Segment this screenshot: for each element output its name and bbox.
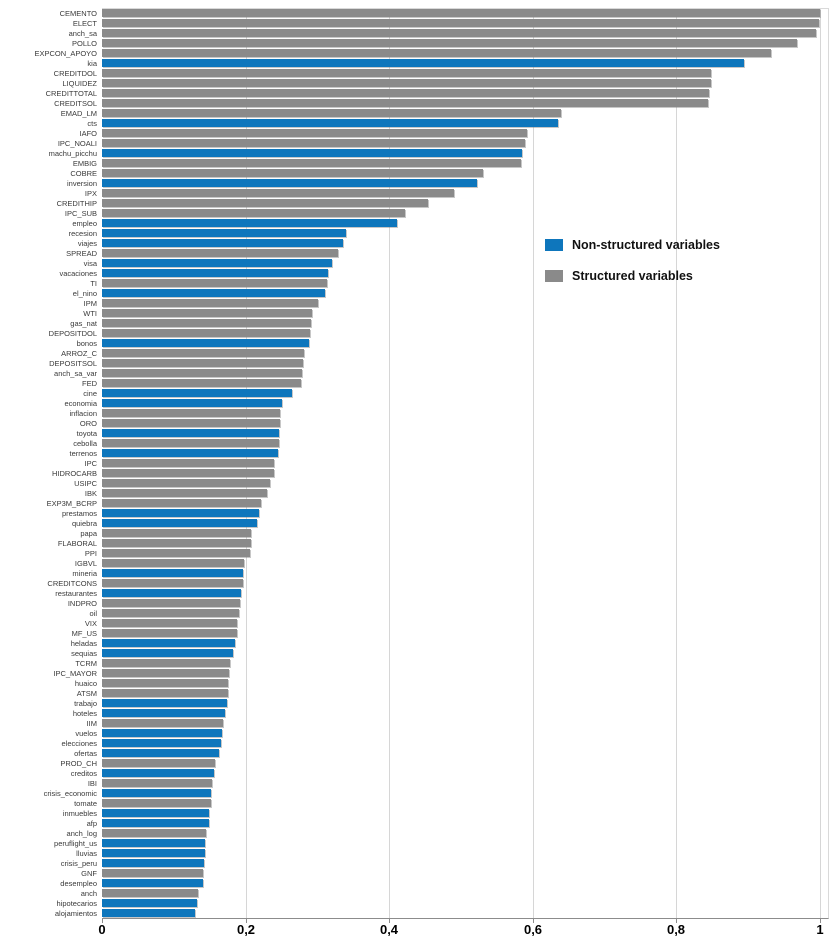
bar-label: terrenos — [69, 448, 97, 458]
bar-structured — [102, 109, 561, 117]
bar-structured — [102, 49, 771, 57]
bar-row — [0, 198, 830, 208]
x-tick-label: 0,8 — [666, 922, 686, 937]
bar-structured — [102, 139, 525, 147]
bar-non-structured — [102, 569, 243, 577]
legend-entry-non-structured — [545, 238, 720, 252]
bar-structured — [102, 889, 198, 897]
bar-structured — [102, 529, 251, 537]
bar-non-structured — [102, 769, 214, 777]
bar-row — [0, 118, 830, 128]
bar-row — [0, 698, 830, 708]
bar-row — [0, 818, 830, 828]
x-tick-label: 0,6 — [523, 922, 543, 937]
bar-label: IPC_SUB — [64, 208, 97, 218]
bar-row — [0, 678, 830, 688]
x-tick-label: 0,2 — [236, 922, 256, 937]
bar-row — [0, 318, 830, 328]
bar-row — [0, 168, 830, 178]
bar-non-structured — [102, 589, 241, 597]
bar-structured — [102, 199, 428, 207]
bar-label: hipotecarios — [56, 898, 97, 908]
bar-row — [0, 218, 830, 228]
bar-structured — [102, 629, 237, 637]
bar-label: FED — [82, 378, 97, 388]
bar-label: IPC_NOALI — [57, 138, 97, 148]
bar-label: machu_picchu — [48, 148, 97, 158]
bar-row — [0, 538, 830, 548]
bar-row — [0, 338, 830, 348]
bar-structured — [102, 679, 228, 687]
bar-structured — [102, 369, 302, 377]
bar-label: PROD_CH — [60, 758, 97, 768]
bar-label: cine — [83, 388, 97, 398]
bar-row — [0, 728, 830, 738]
bar-structured — [102, 659, 230, 667]
bar-structured — [102, 479, 270, 487]
bar-structured — [102, 79, 711, 87]
bar-non-structured — [102, 389, 292, 397]
bar-non-structured — [102, 179, 477, 187]
bar-label: empleo — [72, 218, 97, 228]
bar-label: viajes — [77, 238, 97, 248]
bar-structured — [102, 779, 212, 787]
bar-structured — [102, 719, 223, 727]
bar-label: CREDITSOL — [54, 98, 97, 108]
bar-label: gas_nat — [70, 318, 97, 328]
bar-row — [0, 748, 830, 758]
bar-label: elecciones — [61, 738, 97, 748]
legend-label: Non-structured variables — [572, 238, 720, 252]
bar-row — [0, 498, 830, 508]
bar-row — [0, 378, 830, 388]
bar-row — [0, 888, 830, 898]
bar-label: recesion — [68, 228, 97, 238]
bar-row — [0, 548, 830, 558]
x-tick-label: 1 — [816, 922, 824, 937]
bar-structured — [102, 99, 708, 107]
bar-non-structured — [102, 259, 332, 267]
bar-row — [0, 778, 830, 788]
bar-row — [0, 188, 830, 198]
bar-row — [0, 508, 830, 518]
bar-row — [0, 718, 830, 728]
bar-row — [0, 468, 830, 478]
bar-label: IAFO — [79, 128, 97, 138]
legend-label: Structured variables — [572, 269, 693, 283]
bar-label: toyota — [76, 428, 97, 438]
bar-row — [0, 618, 830, 628]
bar-non-structured — [102, 119, 558, 127]
bar-label: ORO — [79, 418, 97, 428]
bar-label: sequias — [71, 648, 97, 658]
bar-row — [0, 418, 830, 428]
bar-structured — [102, 609, 239, 617]
bar-non-structured — [102, 519, 257, 527]
bar-row — [0, 688, 830, 698]
bar-non-structured — [102, 909, 195, 917]
bar-row — [0, 898, 830, 908]
bar-label: cts — [87, 118, 97, 128]
bar-label: anch_sa — [68, 28, 97, 38]
bar-row — [0, 58, 830, 68]
bar-row — [0, 408, 830, 418]
bar-label: peruflight_us — [54, 838, 97, 848]
bar-label: mineria — [72, 568, 97, 578]
bar-label: HIDROCARB — [51, 468, 97, 478]
bar-label: ATSM — [76, 688, 97, 698]
bar-row — [0, 708, 830, 718]
bar-label: IGBVL — [74, 558, 97, 568]
bar-row — [0, 838, 830, 848]
bar-structured — [102, 619, 237, 627]
legend-entry-structured — [545, 269, 720, 283]
bar-label: prestamos — [61, 508, 97, 518]
legend-swatch-structured — [545, 270, 563, 282]
bar-label: ARROZ_C — [61, 348, 97, 358]
bar-non-structured — [102, 739, 221, 747]
bar-non-structured — [102, 339, 309, 347]
bar-structured — [102, 249, 338, 257]
bar-label: restaurantes — [55, 588, 97, 598]
bar-row — [0, 48, 830, 58]
bar-label: PPI — [84, 548, 97, 558]
bar-structured — [102, 89, 709, 97]
bar-label: IPC — [84, 458, 97, 468]
x-axis — [0, 922, 830, 942]
bar-label: IIM — [86, 718, 97, 728]
bar-non-structured — [102, 149, 522, 157]
bar-row — [0, 808, 830, 818]
x-tick-label: 0 — [98, 922, 106, 937]
bar-non-structured — [102, 699, 227, 707]
bar-non-structured — [102, 269, 328, 277]
bar-label: inmuebles — [62, 808, 97, 818]
bar-label: CREDITDOL — [53, 68, 97, 78]
bar-label: anch — [80, 888, 97, 898]
bar-row — [0, 228, 830, 238]
bar-non-structured — [102, 709, 225, 717]
bar-rows-container — [0, 8, 830, 918]
bar-row — [0, 28, 830, 38]
bar-label: POLLO — [71, 38, 97, 48]
bar-row — [0, 108, 830, 118]
bar-structured — [102, 279, 327, 287]
bar-label: CREDITCONS — [47, 578, 97, 588]
bar-label: ELECT — [72, 18, 97, 28]
bar-structured — [102, 599, 240, 607]
bar-label: IPC_MAYOR — [53, 668, 97, 678]
bar-label: bonos — [76, 338, 97, 348]
bar-structured — [102, 759, 215, 767]
bar-label: lluvias — [76, 848, 97, 858]
bar-row — [0, 308, 830, 318]
bar-structured — [102, 579, 243, 587]
bar-non-structured — [102, 59, 744, 67]
bar-label: alojamientos — [54, 908, 97, 918]
bar-row — [0, 828, 830, 838]
bar-structured — [102, 209, 405, 217]
bar-label: CREDITHIP — [56, 198, 97, 208]
bar-label: COBRE — [70, 168, 97, 178]
bar-label: crisis_peru — [60, 858, 97, 868]
bar-label: IBI — [87, 778, 97, 788]
bar-row — [0, 448, 830, 458]
bar-structured — [102, 159, 521, 167]
bar-row — [0, 128, 830, 138]
bar-row — [0, 458, 830, 468]
bar-structured — [102, 9, 820, 17]
bar-structured — [102, 299, 318, 307]
bar-label: IPM — [83, 298, 97, 308]
bar-label: USIPC — [74, 478, 97, 488]
bar-row — [0, 798, 830, 808]
bar-label: GNF — [81, 868, 97, 878]
bar-label: DEPOSITDOL — [48, 328, 97, 338]
bar-structured — [102, 329, 310, 337]
bar-structured — [102, 319, 311, 327]
bar-label: quiebra — [71, 518, 97, 528]
bar-row — [0, 328, 830, 338]
bar-label: visa — [83, 258, 97, 268]
bar-structured — [102, 499, 261, 507]
bar-non-structured — [102, 809, 209, 817]
bar-label: EMAD_LM — [60, 108, 97, 118]
bar-label: papa — [80, 528, 97, 538]
bar-label: trabajo — [74, 698, 97, 708]
bar-structured — [102, 349, 304, 357]
bar-row — [0, 488, 830, 498]
bar-non-structured — [102, 219, 397, 227]
bar-row — [0, 628, 830, 638]
bar-label: LIQUIDEZ — [62, 78, 97, 88]
bar-label: oil — [89, 608, 97, 618]
bar-label: SPREAD — [66, 248, 97, 258]
bar-structured — [102, 19, 819, 27]
bar-non-structured — [102, 749, 219, 757]
bar-structured — [102, 129, 527, 137]
bar-row — [0, 668, 830, 678]
legend — [545, 238, 720, 300]
bar-non-structured — [102, 879, 203, 887]
bar-row — [0, 148, 830, 158]
bar-row — [0, 358, 830, 368]
bar-structured — [102, 559, 244, 567]
bar-structured — [102, 869, 203, 877]
bar-structured — [102, 379, 301, 387]
bar-row — [0, 8, 830, 18]
bar-row — [0, 368, 830, 378]
bar-structured — [102, 689, 228, 697]
bar-non-structured — [102, 399, 282, 407]
bar-label: tomate — [74, 798, 97, 808]
bar-row — [0, 848, 830, 858]
bar-non-structured — [102, 429, 279, 437]
bar-label: VIX — [84, 618, 97, 628]
bar-structured — [102, 549, 250, 557]
bar-non-structured — [102, 849, 205, 857]
bar-non-structured — [102, 859, 204, 867]
bar-non-structured — [102, 509, 259, 517]
bar-structured — [102, 29, 816, 37]
bar-label: IBK — [84, 488, 97, 498]
bar-non-structured — [102, 639, 235, 647]
bar-non-structured — [102, 789, 211, 797]
bar-label: crisis_economic — [43, 788, 97, 798]
bar-row — [0, 738, 830, 748]
bar-label: WTI — [83, 308, 97, 318]
bar-label: anch_log — [66, 828, 97, 838]
bar-row — [0, 428, 830, 438]
bar-label: kia — [87, 58, 97, 68]
bar-structured — [102, 469, 274, 477]
bar-label: MF_US — [71, 628, 97, 638]
bar-structured — [102, 419, 280, 427]
bar-structured — [102, 39, 797, 47]
bar-row — [0, 78, 830, 88]
bar-non-structured — [102, 239, 343, 247]
bar-row — [0, 398, 830, 408]
bar-non-structured — [102, 819, 209, 827]
bar-row — [0, 558, 830, 568]
bar-non-structured — [102, 449, 278, 457]
bar-row — [0, 158, 830, 168]
bar-row — [0, 388, 830, 398]
bar-label: hoteles — [72, 708, 97, 718]
legend-swatch-non-structured — [545, 239, 563, 251]
bar-label: el_nino — [72, 288, 97, 298]
bar-structured — [102, 669, 229, 677]
bar-row — [0, 908, 830, 918]
bar-row — [0, 98, 830, 108]
bar-non-structured — [102, 899, 197, 907]
bar-label: ofertas — [74, 748, 97, 758]
bar-row — [0, 658, 830, 668]
bar-label: FLABORAL — [57, 538, 97, 548]
bar-structured — [102, 189, 454, 197]
bar-structured — [102, 439, 279, 447]
bar-structured — [102, 69, 711, 77]
bar-row — [0, 478, 830, 488]
bar-label: EXPCON_APOYO — [34, 48, 97, 58]
bar-row — [0, 138, 830, 148]
bar-label: EXP3M_BCRP — [46, 498, 97, 508]
bar-row — [0, 878, 830, 888]
bar-row — [0, 758, 830, 768]
bar-structured — [102, 459, 274, 467]
bar-label: DEPOSITSOL — [49, 358, 97, 368]
bar-structured — [102, 799, 211, 807]
bar-row — [0, 178, 830, 188]
bar-non-structured — [102, 229, 346, 237]
bar-row — [0, 518, 830, 528]
bar-label: anch_sa_var — [54, 368, 97, 378]
bar-structured — [102, 359, 303, 367]
bar-row — [0, 638, 830, 648]
bar-structured — [102, 169, 483, 177]
bar-label: desempleo — [60, 878, 97, 888]
bar-structured — [102, 829, 206, 837]
bar-row — [0, 68, 830, 78]
bar-row — [0, 208, 830, 218]
bar-label: TCRM — [75, 658, 97, 668]
bar-row — [0, 348, 830, 358]
bar-row — [0, 588, 830, 598]
bar-row — [0, 598, 830, 608]
bar-label: CREDITTOTAL — [45, 88, 97, 98]
bar-label: EMBIG — [72, 158, 97, 168]
bar-label: huaico — [74, 678, 97, 688]
bar-row — [0, 88, 830, 98]
bar-row — [0, 858, 830, 868]
bar-label: vuelos — [75, 728, 97, 738]
bar-label: economia — [64, 398, 97, 408]
bar-row — [0, 608, 830, 618]
x-tick-label: 0,4 — [379, 922, 399, 937]
bar-label: heladas — [70, 638, 97, 648]
bar-label: inversion — [66, 178, 97, 188]
bar-row — [0, 868, 830, 878]
bar-label: TI — [90, 278, 97, 288]
bar-row — [0, 438, 830, 448]
bar-structured — [102, 489, 267, 497]
bar-label: afp — [86, 818, 97, 828]
bar-label: IPX — [84, 188, 97, 198]
bar-row — [0, 568, 830, 578]
bar-structured — [102, 309, 312, 317]
bar-row — [0, 18, 830, 28]
bar-non-structured — [102, 729, 222, 737]
bar-row — [0, 788, 830, 798]
bar-non-structured — [102, 649, 233, 657]
bar-label: vacaciones — [59, 268, 97, 278]
bar-label: inflacion — [69, 408, 97, 418]
bar-non-structured — [102, 289, 325, 297]
bar-row — [0, 768, 830, 778]
bar-label: creditos — [70, 768, 97, 778]
bar-label: INDPRO — [67, 598, 97, 608]
bar-label: cebolla — [73, 438, 97, 448]
bar-row — [0, 648, 830, 658]
bar-label: CEMENTO — [59, 8, 97, 18]
bar-structured — [102, 539, 251, 547]
bar-row — [0, 38, 830, 48]
bar-non-structured — [102, 839, 205, 847]
bar-row — [0, 528, 830, 538]
bar-structured — [102, 409, 280, 417]
bar-row — [0, 578, 830, 588]
